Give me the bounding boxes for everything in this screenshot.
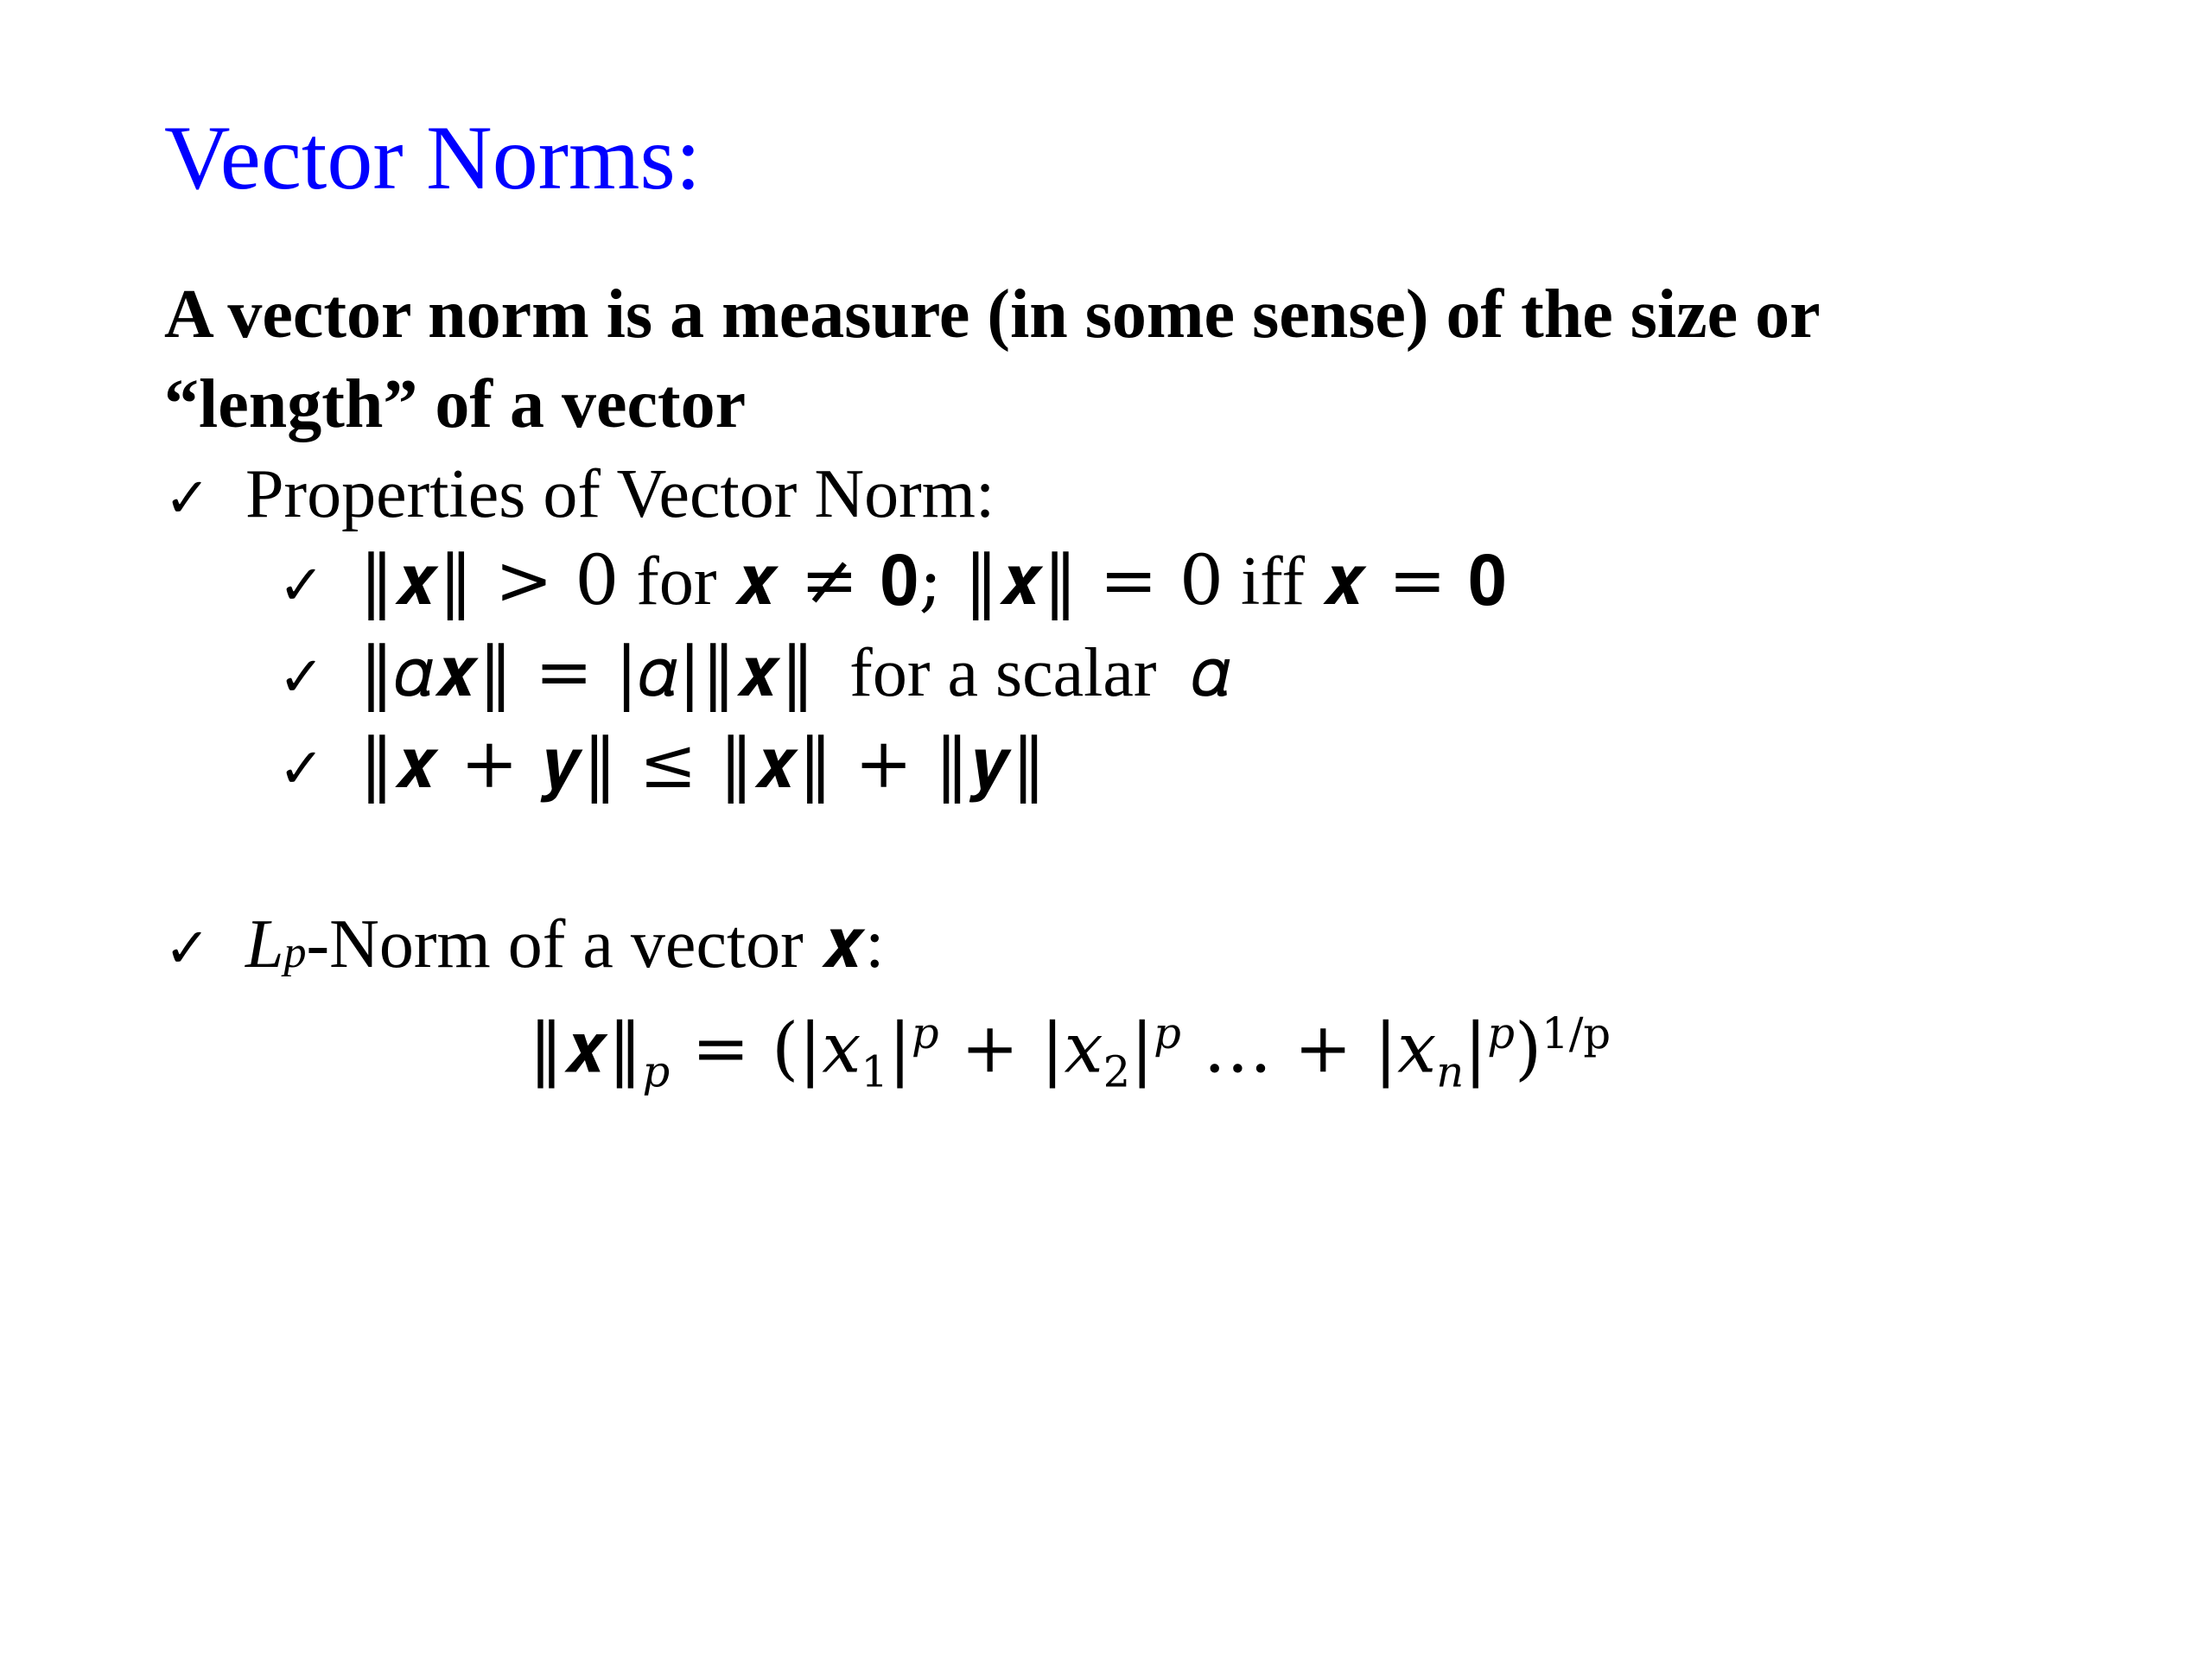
property-text: for a scalar — [815, 635, 1192, 711]
property-math: ‖𝒙‖ > 0 — [359, 540, 620, 620]
properties-heading-row — [164, 456, 995, 532]
formula-x2-sub: 2 — [1103, 1046, 1131, 1097]
property-math: 𝛼 — [1191, 632, 1231, 712]
property-text: iff — [1223, 543, 1323, 620]
property-math: 𝒙 ≠ 𝟎; ‖𝒙‖ = 0 — [734, 540, 1224, 620]
property-text: for — [619, 543, 734, 620]
property-positivity — [278, 540, 1507, 620]
check-icon: ✓ — [278, 554, 325, 618]
check-icon: ✓ — [164, 917, 211, 981]
property-math: 𝒙 = 𝟎 — [1322, 540, 1507, 620]
formula-lhs-sub: p — [642, 1046, 671, 1097]
property-math: ‖𝒙 + 𝒚‖ ≤ ‖𝒙‖ + ‖𝒚‖ — [359, 723, 1046, 804]
formula-dots: … + | — [1180, 1007, 1398, 1089]
formula-xn-sub: n — [1436, 1046, 1465, 1097]
norm-definition: A vector norm is a measure (in some sense) of the size or “length” of a vector — [164, 276, 1820, 442]
lp-norm-formula: $‖𝒙‖_p$ = ($|𝑥_1|^p$ + $|𝑥_2|^p$ … + $|𝑥_n|^p)^{1/p}$ — [529, 1007, 1611, 1097]
formula-close: ) — [1514, 1007, 1542, 1089]
properties-heading: Properties of Vector Norm: — [245, 456, 995, 532]
formula-xn: 𝑥 — [1397, 1007, 1437, 1089]
formula-p1: p — [911, 1008, 939, 1058]
formula-exponent: 1/p — [1541, 1008, 1611, 1058]
formula-x1-sub: 1 — [861, 1046, 888, 1097]
formula-p2: p — [1154, 1008, 1181, 1058]
lp-colon: : — [865, 906, 885, 982]
formula-plus: + | — [938, 1007, 1065, 1089]
check-icon: ✓ — [278, 645, 325, 709]
formula-x1: 𝑥 — [822, 1007, 861, 1089]
property-homogeneity — [278, 632, 1231, 712]
lp-heading-text: -Norm of a vector — [306, 906, 821, 982]
check-icon: ✓ — [278, 737, 325, 801]
formula-eq: = (| — [670, 1007, 823, 1089]
property-triangle-inequality — [278, 723, 1046, 804]
property-math: ‖𝛼𝒙‖ = |𝛼|‖𝒙‖ — [359, 632, 816, 712]
formula-x2: 𝑥 — [1064, 1007, 1103, 1089]
formula-lhs: ‖𝒙‖ — [529, 1007, 643, 1089]
slide-title: Vector Norms: — [164, 107, 702, 208]
lp-norm-heading — [164, 903, 885, 983]
lp-subscript: p — [283, 928, 307, 977]
formula-p3: p — [1487, 1008, 1515, 1058]
check-icon: ✓ — [164, 467, 211, 531]
lp-vector: 𝒙 — [820, 903, 866, 983]
lp-symbol: L — [245, 906, 284, 982]
